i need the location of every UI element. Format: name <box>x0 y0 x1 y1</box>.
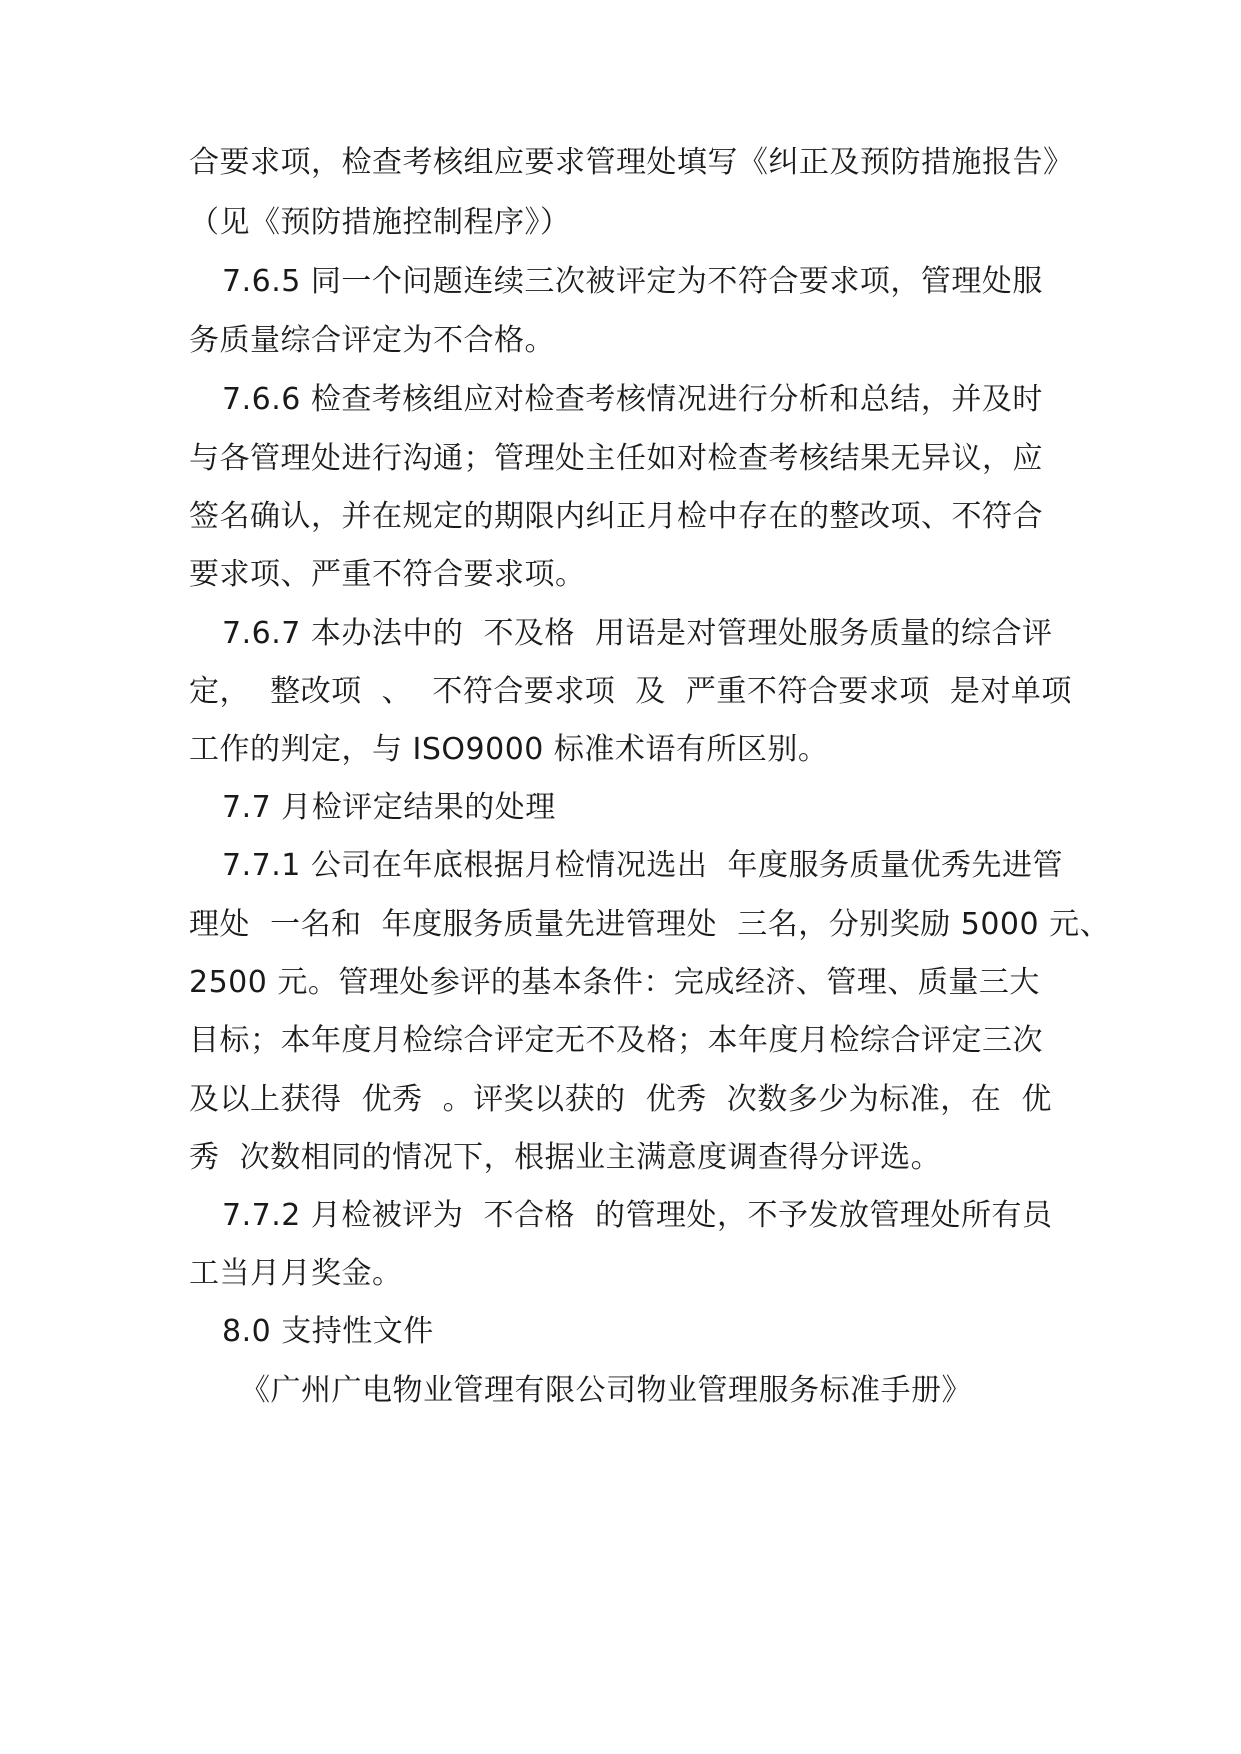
text-line: 及以上获得 优秀 。评奖以获的 优秀 次数多少为标准，在 优 <box>189 1082 1052 1117</box>
text-line: （见《预防措施控制程序》） <box>189 205 571 240</box>
section-7-6-7: 7.6.7 本办法中的 不及格 用语是对管理处服务质量的综合评 <box>222 616 1053 651</box>
reference-document-title: 《广州广电物业管理有限公司物业管理服务标准手册》 <box>240 1373 972 1408</box>
text-line: 2500 元。管理处参评的基本条件：完成经济、管理、质量三大 <box>189 965 1040 1000</box>
text-line: 与各管理处进行沟通；管理处主任如对检查考核结果无异议，应 <box>189 441 1043 476</box>
text-line: 工作的判定，与 ISO9000 标准术语有所区别。 <box>189 732 829 767</box>
section-7-6-5: 7.6.5 同一个问题连续三次被评定为不符合要求项，管理处服 <box>222 264 1043 299</box>
section-7-7-2: 7.7.2 月检被评为 不合格 的管理处，不予发放管理处所有员 <box>222 1198 1053 1233</box>
text-line: 工当月月奖金。 <box>189 1256 403 1291</box>
section-7-7-heading: 7.7 月检评定结果的处理 <box>222 790 556 825</box>
section-7-6-6: 7.6.6 检查考核组应对检查考核情况进行分析和总结，并及时 <box>222 382 1043 417</box>
text-line: 务质量综合评定为不合格。 <box>189 323 555 358</box>
text-line: 目标；本年度月检综合评定无不及格；本年度月检综合评定三次 <box>189 1023 1043 1058</box>
text-line: 合要求项，检查考核组应要求管理处填写《纠正及预防措施报告》 <box>189 145 1074 180</box>
text-line: 要求项、严重不符合要求项。 <box>189 557 586 592</box>
text-line: 秀 次数相同的情况下，根据业主满意度调查得分评选。 <box>189 1140 942 1175</box>
text-line: 定， 整改项 、 不符合要求项 及 严重不符合要求项 是对单项 <box>189 674 1072 709</box>
section-7-7-1: 7.7.1 公司在年底根据月检情况选出 年度服务质量优秀先进管 <box>222 848 1063 883</box>
section-8-0-heading: 8.0 支持性文件 <box>222 1314 434 1349</box>
text-line: 签名确认，并在规定的期限内纠正月检中存在的整改项、不符合 <box>189 499 1043 534</box>
text-line: 理处 一名和 年度服务质量先进管理处 三名，分别奖励 5000 元、 <box>189 907 1111 942</box>
